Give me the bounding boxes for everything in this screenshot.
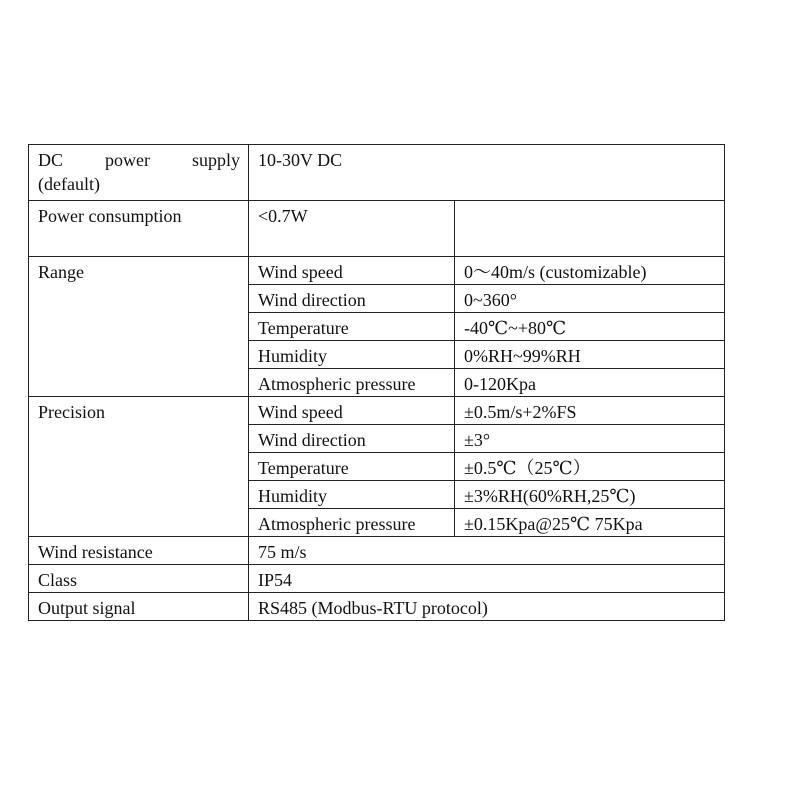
precision-item-name: Humidity [249,481,455,509]
range-item-value: -40℃~+80℃ [455,313,725,341]
precision-item-value: ±0.5m/s+2%FS [455,397,725,425]
precision-item-value: ±0.5℃（25℃） [455,453,725,481]
precision-item-value: ±3%RH(60%RH,25℃) [455,481,725,509]
class-value: IP54 [249,565,725,593]
precision-item-value: ±3° [455,425,725,453]
precision-label: Precision [29,397,249,537]
table-row-range [29,257,725,285]
range-item-name: Wind speed [249,257,455,285]
range-item-value: 0~360° [455,285,725,313]
wind-resistance-label: Wind resistance [29,537,249,565]
dc-power-value: 10-30V DC [249,145,725,201]
output-signal-value: RS485 (Modbus-RTU protocol) [249,593,725,621]
table-row-power-consumption [29,201,725,257]
precision-item-name: Temperature [249,453,455,481]
precision-item-name: Wind speed [249,397,455,425]
precision-item-name: Atmospheric pressure [249,509,455,537]
table-row-output-signal [29,593,725,621]
precision-item-value: ±0.15Kpa@25℃ 75Kpa [455,509,725,537]
range-item-value: 0～40m/s (customizable) [455,257,725,285]
range-item-value: 0%RH~99%RH [455,341,725,369]
specification-table [28,144,725,621]
range-item-name: Wind direction [249,285,455,313]
table-row-precision [29,397,725,425]
wind-resistance-value: 75 m/s [249,537,725,565]
precision-item-name: Wind direction [249,425,455,453]
range-item-name: Humidity [249,341,455,369]
table-row-class [29,565,725,593]
table-row-wind-resistance [29,537,725,565]
range-item-name: Temperature [249,313,455,341]
power-consumption-extra [455,201,725,257]
range-label: Range [29,257,249,397]
output-signal-label: Output signal [29,593,249,621]
power-consumption-label: Power consumption [29,201,249,257]
power-consumption-value: <0.7W [249,201,455,257]
range-item-name: Atmospheric pressure [249,369,455,397]
class-label: Class [29,565,249,593]
table-row-dc-power [29,145,725,201]
dc-power-label: DC power supply (default) [29,145,249,201]
range-item-value: 0-120Kpa [455,369,725,397]
